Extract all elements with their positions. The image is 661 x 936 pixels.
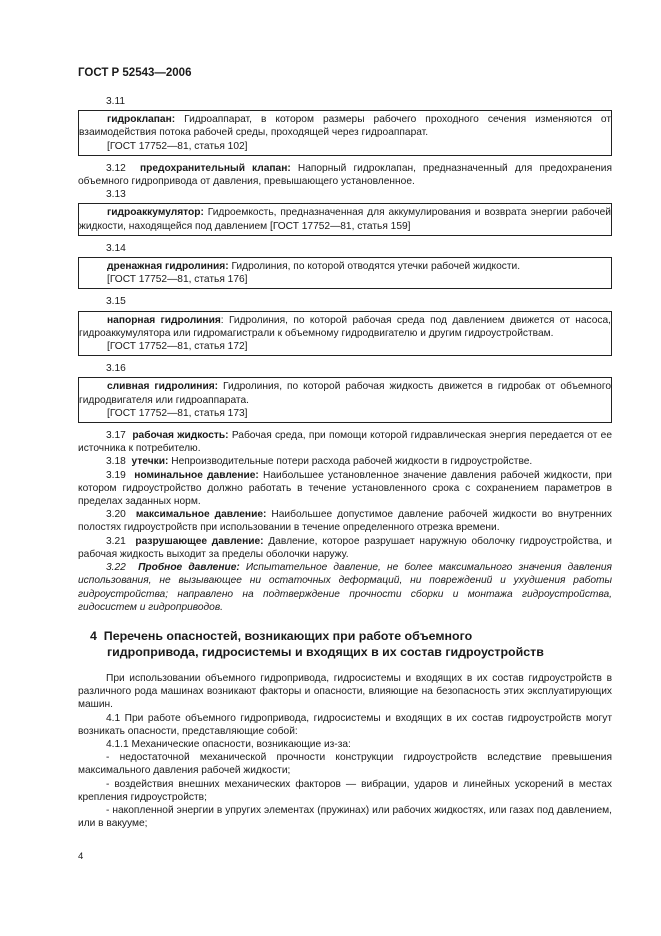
section-number: 4 — [90, 628, 97, 643]
page-body — [78, 95, 612, 830]
term-name: дренажная гидролиния: — [107, 261, 229, 273]
term-number: 3.16 — [106, 363, 126, 375]
term-definition — [79, 206, 611, 232]
term-paragraph-3-22 — [78, 561, 612, 614]
term-text: Гидроемкость, предназначенная для аккумулирования и возврата энергии рабочей жидкости, находящейся под давлением [ГОСТ 17752—81, статья 159] — [79, 207, 611, 232]
term-name: напорная гидролиния — [107, 314, 221, 326]
term-name: рабочая жидкость: — [132, 430, 229, 442]
term-text: Гидролиния, по которой рабочая жидкость движется в гидробак от объемного гидродвигателя или гидроаппарата. — [79, 381, 611, 406]
term-paragraph-3-18 — [78, 455, 612, 468]
term-paragraph-3-17 — [78, 429, 612, 455]
term-text: Гидролиния, по которой отводятся утечки рабочей жидкости. — [228, 261, 521, 273]
term-reference: [ГОСТ 17752—81, статья 102] — [107, 140, 248, 152]
term-paragraph-3-21 — [78, 535, 612, 561]
document-id-header: ГОСТ Р 52543—2006 — [78, 67, 192, 79]
section-intro: При использовании объемного гидропривода, гидросистемы и входящих в их состав гидроустройств в различного рода машинах возникают факторы и опасности, влияющие на безопасность этих эксплуатирующих машин. — [78, 672, 612, 711]
term-number: 3.18 — [106, 456, 126, 468]
term-box-3-11 — [78, 110, 612, 156]
term-name: номинальное давление: — [134, 469, 259, 481]
term-name: предохранительный клапан: — [140, 162, 291, 174]
term-text: Гидроаппарат, в котором размеры рабочего проходного сечения изменяются от взаимодействия потока рабочей среды, проходящей через гидроаппарат. — [79, 114, 611, 139]
term-text: Непроизводительные потери расхода рабочей жидкости в гидроустройстве. — [168, 456, 533, 468]
term-number: 3.21 — [106, 535, 126, 547]
term-name: Пробное давление: — [138, 562, 240, 574]
term-text: Рабочая среда, при помощи которой гидравлическая энергия передается от ее источника к потребителю. — [78, 430, 612, 455]
term-paragraph-3-12 — [78, 162, 612, 188]
term-text: Напорный гидроклапан, предназначенный для предохранения объемного гидропривода от давления, превышающего установленное. — [78, 162, 612, 188]
term-name: утечки: — [131, 456, 169, 468]
term-number: 3.13 — [106, 189, 126, 201]
term-text: Давление, которое разрушает наружную оболочку гидроустройства, и рабочая жидкость выходит за пределы оболочки наружу. — [78, 535, 612, 560]
term-definition — [79, 314, 611, 340]
term-name: гидроаккумулятор: — [107, 207, 204, 219]
term-name: гидроклапан: — [107, 114, 176, 126]
term-text: Наибольшее установленное значение давления рабочей жидкости, при котором гидроустройство должно работать в течение установленного срока с сохранением параметров в пределах заданных норм. — [78, 469, 612, 508]
term-reference: [ГОСТ 17752—81, статья 172] — [107, 341, 248, 353]
list-item: - накопленной энергии в упругих элементах (пружинах) или рабочих жидкостях, или газах под давлением, или в вакууме; — [78, 804, 612, 830]
section-heading — [78, 628, 612, 660]
term-number: 3.19 — [106, 469, 126, 481]
section-title-line-1: Перечень опасностей, возникающих при работе объемного — [103, 628, 473, 643]
section-title-line-2: гидропривода, гидросистемы и входящих в их состав гидроустройств — [107, 644, 544, 659]
term-box-3-14 — [78, 257, 612, 289]
list-item: - недостаточной механической прочности конструкции гидроустройств вследствие превышения максимального давления рабочей жидкости; — [78, 752, 612, 777]
term-paragraph-3-20 — [78, 508, 612, 534]
term-number: 3.22 — [106, 562, 126, 574]
term-paragraph-3-19 — [78, 469, 612, 509]
paragraph-4-1: 4.1 При работе объемного гидропривода, гидросистемы и входящих в их состав гидроустройств могут возникать опасности, представляющие собой: — [78, 712, 612, 737]
page-number: 4 — [78, 851, 84, 862]
term-number: 3.11 — [106, 96, 126, 107]
paragraph-4-1-1: 4.1.1 Механические опасности, возникающие из-за: — [106, 738, 351, 750]
term-number: 3.15 — [106, 296, 126, 308]
term-box-3-16 — [78, 377, 612, 423]
term-number: 3.14 — [106, 242, 126, 254]
term-name: разрушающее давление: — [135, 535, 264, 547]
term-reference: [ГОСТ 17752—81, статья 173] — [107, 407, 248, 419]
term-definition — [79, 260, 611, 273]
term-text: : Гидролиния, по которой рабочая среда под давлением движется от насоса, гидроаккумулятора или гидромагистрали к объемному гидродвигателю и другим гидроустройствам. — [79, 314, 611, 339]
term-text: Наибольшее допустимое давление рабочей жидкости во внутренних полостях гидроустройств при использовании в течение определенного отрезка времени. — [78, 509, 613, 534]
term-definition — [79, 380, 611, 406]
term-name: сливная гидролиния: — [107, 381, 219, 393]
term-reference: [ГОСТ 17752—81, статья 176] — [107, 274, 248, 286]
term-number: 3.20 — [106, 509, 126, 521]
term-name: максимальное давление: — [135, 509, 267, 521]
term-number: 3.12 — [106, 162, 126, 174]
term-definition — [79, 113, 611, 139]
term-box-3-15 — [78, 311, 612, 357]
term-box-3-13 — [78, 203, 612, 235]
term-text: Испытательное давление, не более максимального значения давления использования, не вызывающее ни остаточных деформаций, ни повреждений и ухудшения работы гидроустройства; направлено на подтверждение прочности сборки и монтажа гидроустройства, гидосистем и гидроприводов. — [78, 562, 612, 613]
list-item: - воздействия внешних механических факторов — вибрации, ударов и линейных ускорений в местах крепления гидроустройств; — [78, 778, 612, 803]
term-number: 3.17 — [106, 430, 126, 442]
